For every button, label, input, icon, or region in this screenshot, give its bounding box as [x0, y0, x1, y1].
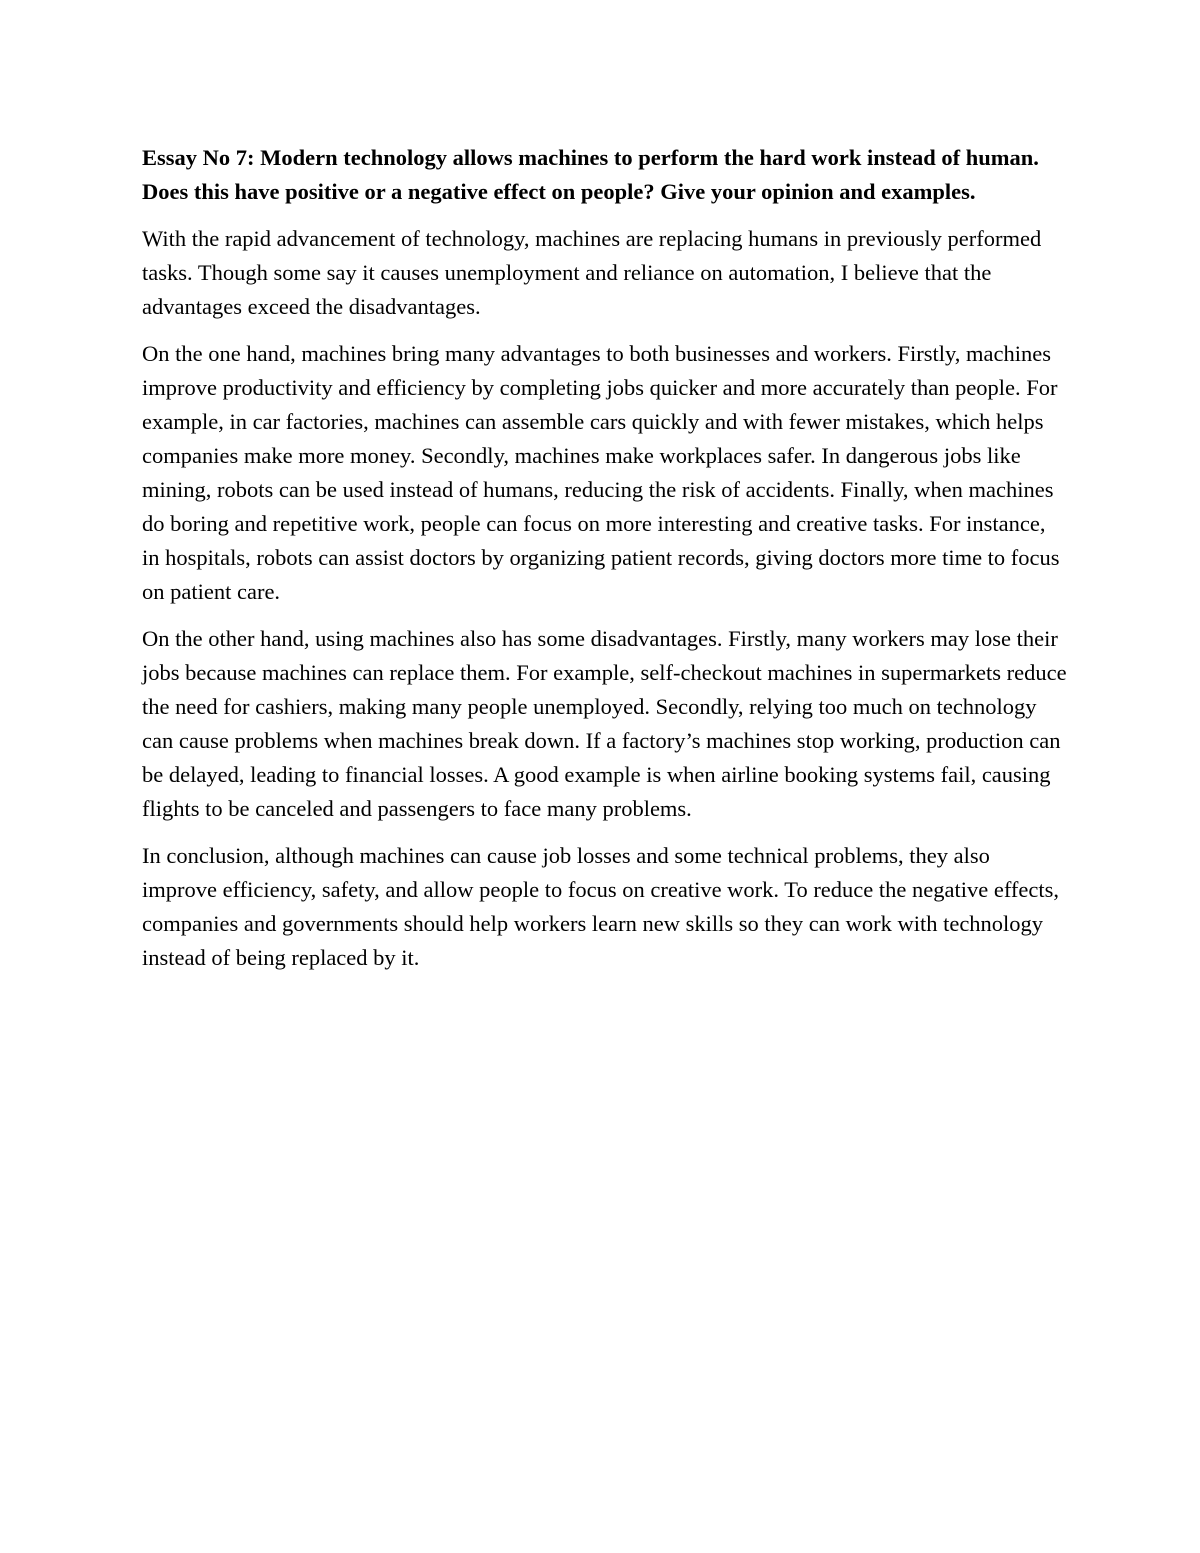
essay-paragraph-intro: With the rapid advancement of technology, machines are replacing humans in previously performed tasks. Though some say it causes unemployment and reliance on automation, I believe that the advantages exceed the disadvantages. — [142, 226, 1042, 319]
essay-title: Essay No 7: Modern technology allows machines to perform the hard work instead of human. Does this have positive or a negative effect on people? Give your opinion and examples. — [142, 145, 1039, 204]
essay-paragraph-advantages: On the one hand, machines bring many advantages to both businesses and workers. Firstly, machines improve productivity and efficiency by completing jobs quicker and more accurately than people. For example, in car factories, machines can assemble cars quickly and with fewer mistakes, which helps companies make more money. Secondly, machines make workplaces safer. In dangerous jobs like mining, robots can be used instead of humans, reducing the risk of accidents. Finally, when machines do boring and repetitive work, people can focus on more interesting and creative tasks. For instance, in hospitals, robots can assist doctors by organizing patient records, giving doctors more time to focus on patient care. — [142, 341, 1060, 604]
essay-paragraph-disadvantages: On the other hand, using machines also has some disadvantages. Firstly, many workers may lose their jobs because machines can replace them. For example, self-checkout machines in supermarkets reduce the need for cashiers, making many people unemployed. Secondly, relying too much on technology can cause problems when machines break down. If a factory’s machines stop working, production can be delayed, leading to financial losses. A good example is when airline booking systems fail, causing flights to be canceled and passengers to face many problems. — [142, 626, 1067, 821]
essay-paragraph-conclusion: In conclusion, although machines can cause job losses and some technical problems, they also improve efficiency, safety, and allow people to focus on creative work. To reduce the negative effects, companies and governments should help workers learn new skills so they can work with technology instead of being replaced by it. — [142, 843, 1060, 970]
essay-body — [142, 141, 1067, 988]
